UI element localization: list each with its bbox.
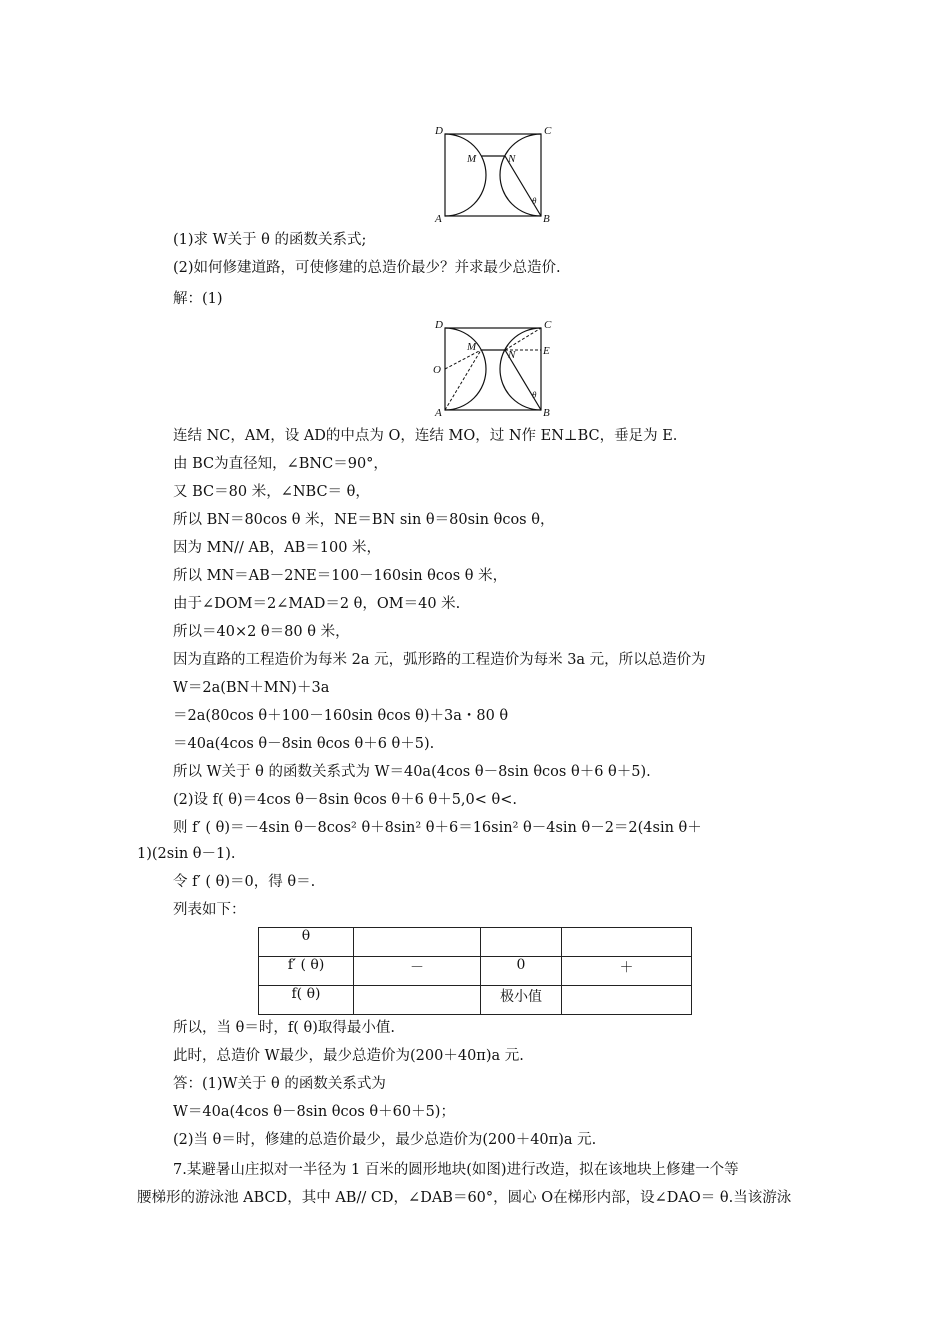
solution-line: 所以＝40×2 θ＝80 θ 米， — [173, 624, 350, 640]
label-a: A — [435, 407, 442, 419]
question-1: (1)求 W关于 θ 的函数关系式; — [173, 232, 367, 248]
table-cell: f′ ( θ) — [259, 957, 354, 986]
label-m: M — [467, 341, 477, 353]
answer-line: 答：(1)W关于 θ 的函数关系式为 — [173, 1076, 386, 1092]
solution-line: W＝2a(BN＋MN)＋3a — [173, 680, 330, 696]
table-cell — [481, 928, 562, 957]
solution-line: 所以，当 θ＝时，f( θ)取得最小值. — [173, 1020, 395, 1036]
label-n: N — [508, 349, 516, 361]
solution-line: 所以 BN＝80cos θ 米，NE＝BN sin θ＝80sin θcos θ， — [173, 512, 555, 528]
table-cell: 极小值 — [481, 986, 562, 1015]
table-cell: θ — [259, 928, 354, 957]
table-cell — [562, 986, 692, 1015]
table-cell — [354, 986, 481, 1015]
solution-line: ＝40a(4cos θ－8sin θcos θ＋6 θ＋5). — [173, 736, 435, 752]
segment-nb — [505, 156, 541, 216]
label-c: C — [544, 319, 552, 331]
solution-line: 因为直路的工程造价为每米 2a 元，弧形路的工程造价为每米 3a 元，所以总造价为 — [173, 652, 706, 668]
label-b: B — [543, 213, 550, 225]
label-o: O — [433, 364, 441, 376]
solution-heading: 解：(1) — [173, 291, 223, 307]
table-cell: ＋ — [562, 957, 692, 986]
solution-line: 所以 MN＝AB－2NE＝100－160sin θcos θ 米， — [173, 568, 508, 584]
solution-line: 列表如下： — [173, 902, 246, 918]
table-cell: f( θ) — [259, 986, 354, 1015]
figure-2 — [425, 316, 565, 420]
problem-7-line: 腰梯形的游泳池 ABCD，其中 AB// CD，∠DAB＝60°，圆心 O在梯形内部，设∠DAO＝ θ.当该游泳 — [137, 1190, 792, 1206]
label-b: B — [543, 407, 550, 419]
label-c: C — [544, 125, 552, 137]
rectangle-abcd — [445, 134, 541, 216]
table-cell — [562, 928, 692, 957]
problem-7-line: 7.某避暑山庄拟对一半径为 1 百米的圆形地块(如图)进行改造，拟在该地块上修建一个等 — [173, 1162, 739, 1178]
table-cell: 0 — [481, 957, 562, 986]
rectangle-abcd — [445, 328, 541, 410]
solution-line: 所以 W关于 θ 的函数关系式为 W＝40a(4cos θ－8sin θcos θ＋6 θ＋5). — [173, 764, 651, 780]
figure-1 — [425, 122, 565, 226]
label-n: N — [508, 153, 516, 165]
solution-line: 由于∠DOM＝2∠MAD＝2 θ，OM＝40 米. — [173, 596, 461, 612]
table-cell — [354, 928, 481, 957]
solution-line: 因为 MN// AB，AB＝100 米， — [173, 540, 382, 556]
label-d: D — [435, 319, 443, 331]
solution-line: 此时，总造价 W最少，最少总造价为(200＋40π)a 元. — [173, 1048, 524, 1064]
label-d: D — [435, 125, 443, 137]
solution-line: 1)(2sin θ－1). — [137, 846, 236, 862]
label-a: A — [435, 213, 442, 225]
question-2: (2)如何修建道路，可使修建的总造价最少？并求最少总造价. — [173, 260, 561, 276]
variation-table — [258, 927, 692, 1015]
answer-line: (2)当 θ＝时，修建的总造价最少，最少总造价为(200＋40π)a 元. — [173, 1132, 597, 1148]
solution-line: 令 f′ ( θ)＝0，得 θ＝. — [173, 874, 316, 890]
solution-line: (2)设 f( θ)＝4cos θ－8sin θcos θ＋6 θ＋5,0< θ<. — [173, 792, 518, 808]
left-semicircle — [445, 328, 486, 410]
label-e: E — [543, 345, 550, 357]
left-semicircle — [445, 134, 486, 216]
label-m: M — [467, 153, 477, 165]
table-row — [259, 957, 692, 986]
answer-line: W＝40a(4cos θ－8sin θcos θ＋60＋5)； — [173, 1104, 455, 1120]
solution-line: 由 BC为直径知，∠BNC＝90°， — [173, 456, 388, 472]
solution-line: 则 f′ ( θ)＝－4sin θ－8cos² θ＋8sin² θ＋6＝16sin² θ－4sin θ－2＝2(4sin θ＋ — [173, 820, 702, 836]
label-theta: θ — [532, 196, 537, 206]
solution-line: ＝2a(80cos θ＋100－160sin θcos θ)＋3a・80 θ — [173, 708, 509, 724]
solution-line: 连结 NC，AM，设 AD的中点为 O，连结 MO，过 N作 EN⊥BC，垂足为 E. — [173, 428, 678, 444]
label-theta: θ — [532, 390, 537, 400]
segment-nc — [505, 328, 541, 350]
solution-line: 又 BC＝80 米，∠NBC＝ θ， — [173, 484, 370, 500]
table-row — [259, 986, 692, 1015]
table-row — [259, 928, 692, 957]
table-cell: － — [354, 957, 481, 986]
